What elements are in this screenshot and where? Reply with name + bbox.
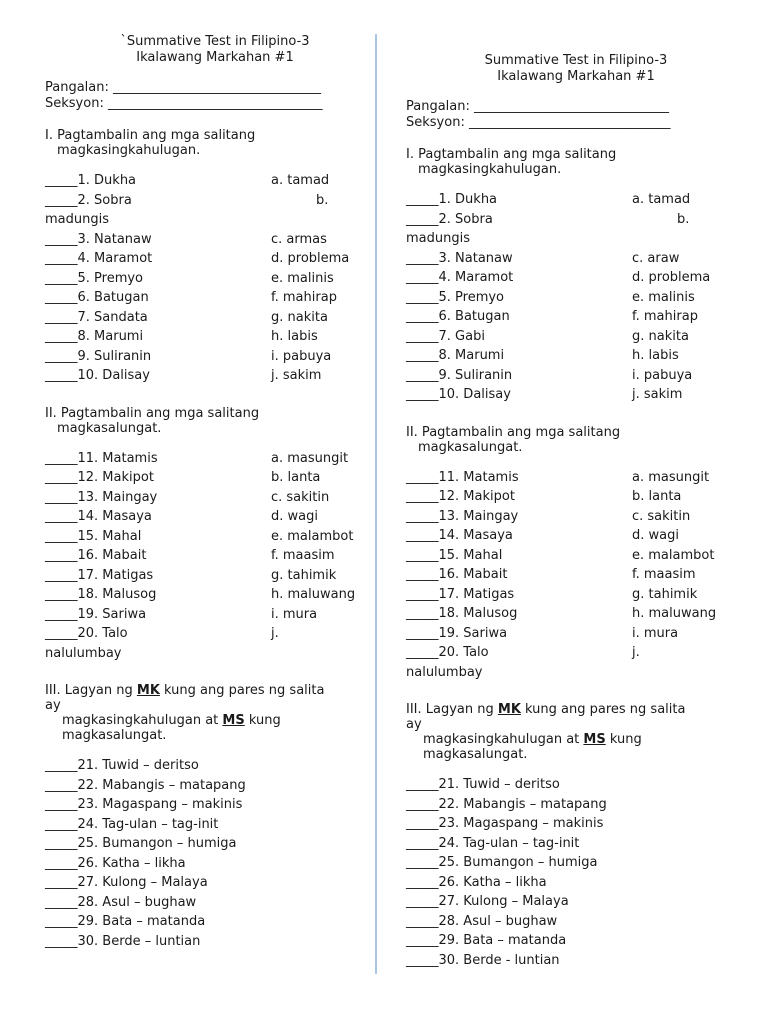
- mk-label: MK: [497, 702, 521, 717]
- part3-list: [406, 775, 746, 970]
- item-question: _____11. Matamis: [45, 450, 158, 466]
- test-column-left: [45, 34, 385, 951]
- item-answer: b. lanta: [632, 489, 682, 504]
- part3-heading-f: magkasalungat.: [423, 747, 528, 762]
- part3-heading-f: magkasalungat.: [62, 728, 167, 743]
- item-question: _____12. Makipot: [406, 489, 515, 504]
- item-answer: d. problema: [632, 270, 711, 285]
- item-question: _____17. Matigas: [45, 567, 154, 583]
- item-question: _____16. Mabait: [406, 567, 508, 582]
- matching-row: [45, 171, 385, 191]
- item-answer: f. mahirap: [632, 309, 698, 324]
- item-answer: d. wagi: [632, 528, 679, 543]
- matching-row: [45, 230, 385, 250]
- matching-row: [406, 366, 746, 386]
- item-answer: g. tahimik: [632, 586, 698, 602]
- matching-row: [406, 288, 746, 308]
- item-question: _____19. Sariwa: [406, 625, 508, 641]
- pair-item: _____30. Berde – luntian: [45, 933, 201, 949]
- item-answer: c. araw: [632, 250, 680, 266]
- pair-item: _____27. Kulong – Malaya: [406, 894, 569, 909]
- part1-heading-line2: magkasingkahulugan.: [418, 162, 562, 177]
- item-answer: i. pabuya: [271, 348, 332, 364]
- test-column-right: [406, 53, 746, 970]
- pair-item: _____29. Bata – matanda: [45, 914, 206, 929]
- item-answer: i. mura: [632, 625, 679, 641]
- item-question: _____18. Malusog: [406, 606, 518, 621]
- item-question: _____10. Dalisay: [406, 387, 511, 402]
- item-question: _____12. Makipot: [45, 470, 154, 485]
- part3-heading-d: magkasingkahulugan at: [423, 732, 584, 747]
- matching-row: [45, 488, 385, 508]
- part1-heading-line1: I. Pagtambalin ang mga salitang: [45, 128, 256, 143]
- item-question: _____3. Natanaw: [406, 250, 513, 266]
- pair-item: _____24. Tag-ulan – tag-init: [45, 816, 219, 832]
- matching-row: [45, 624, 385, 644]
- part3-heading-c: ay: [406, 717, 422, 732]
- item-answer: f. maasim: [632, 567, 696, 582]
- part3-heading-e: kung: [605, 732, 642, 747]
- matching-row: [45, 191, 385, 211]
- item-question: _____15. Mahal: [45, 528, 142, 544]
- item-question: _____15. Mahal: [406, 547, 503, 563]
- matching-row: [406, 565, 746, 585]
- item-question: _____19. Sariwa: [45, 606, 147, 622]
- item-answer: j.: [271, 626, 279, 641]
- item-answer: j.: [632, 645, 640, 660]
- part3-heading-a: III. Lagyan ng: [45, 683, 137, 698]
- part2-list: [406, 468, 746, 683]
- test-title: [45, 34, 385, 66]
- matching-row: [45, 605, 385, 625]
- matching-row: [45, 210, 385, 230]
- item-question: madungis: [406, 231, 470, 246]
- matching-row: [45, 288, 385, 308]
- part2-heading-line2: magkasalungat.: [418, 439, 523, 455]
- item-answer: a. masungit: [271, 450, 349, 466]
- ms-label: MS: [222, 713, 245, 728]
- section-field: Seksyon: _________________________________: [45, 96, 323, 111]
- matching-row: [406, 210, 746, 230]
- part2-heading: [45, 406, 385, 436]
- section-field: Seksyon: _______________________________: [406, 115, 671, 130]
- item-answer: e. malinis: [632, 289, 695, 305]
- item-answer: e. malambot: [271, 528, 354, 544]
- part3-heading-b: kung ang pares ng salita: [520, 702, 686, 717]
- item-answer: g. tahimik: [271, 567, 337, 583]
- matching-row: [45, 546, 385, 566]
- item-question: _____9. Suliranin: [45, 348, 152, 364]
- item-question: _____8. Marumi: [45, 329, 144, 344]
- item-answer: b.: [316, 192, 329, 208]
- matching-row: [406, 526, 746, 546]
- matching-row: [406, 604, 746, 624]
- part1-heading: [406, 147, 746, 177]
- matching-row: [406, 346, 746, 366]
- item-question: _____14. Masaya: [406, 528, 513, 543]
- item-answer: h. labis: [632, 348, 679, 363]
- test-title: [406, 53, 746, 85]
- pair-item: _____28. Asul – bughaw: [406, 913, 558, 929]
- matching-row: [45, 585, 385, 605]
- matching-row: [45, 449, 385, 469]
- item-question: _____7. Sandata: [45, 309, 148, 325]
- pair-item: _____30. Berde - luntian: [406, 952, 560, 968]
- item-question: _____16. Mabait: [45, 548, 147, 563]
- matching-row: [406, 268, 746, 288]
- item-question: _____1. Dukha: [45, 173, 137, 188]
- matching-row: [406, 663, 746, 683]
- item-question: nalulumbay: [45, 645, 122, 661]
- pair-item: _____24. Tag-ulan – tag-init: [406, 835, 580, 851]
- title-line-2: Ikalawang Markahan #1: [497, 69, 655, 84]
- matching-row: [45, 366, 385, 386]
- pair-item: _____26. Katha – likha: [45, 855, 186, 871]
- item-answer: e. malambot: [632, 547, 715, 563]
- matching-row: [406, 487, 746, 507]
- part3-list: [45, 756, 385, 951]
- item-answer: h. maluwang: [271, 587, 356, 602]
- pair-item: _____27. Kulong – Malaya: [45, 875, 208, 890]
- item-question: _____11. Matamis: [406, 469, 519, 485]
- matching-row: [45, 269, 385, 289]
- part3-heading-e: kung: [244, 713, 281, 728]
- item-question: _____4. Maramot: [406, 270, 514, 285]
- item-answer: i. pabuya: [632, 367, 693, 383]
- part3-heading-a: III. Lagyan ng: [406, 702, 498, 717]
- pair-item: _____29. Bata – matanda: [406, 933, 567, 948]
- matching-row: [45, 308, 385, 328]
- item-question: _____1. Dukha: [406, 192, 498, 207]
- part2-heading-line1: II. Pagtambalin ang mga salitang: [45, 405, 260, 421]
- pair-item: _____21. Tuwid – deritso: [45, 758, 199, 773]
- matching-row: [45, 507, 385, 527]
- matching-row: [406, 468, 746, 488]
- item-question: madungis: [45, 212, 109, 227]
- item-answer: c. sakitin: [271, 489, 330, 505]
- ms-label: MS: [583, 732, 606, 747]
- item-answer: h. maluwang: [632, 606, 717, 621]
- matching-row: [406, 385, 746, 405]
- pair-item: _____22. Mabangis – matapang: [406, 796, 607, 812]
- item-answer: j. sakim: [632, 387, 683, 402]
- item-answer: g. nakita: [271, 309, 328, 325]
- item-answer: [271, 210, 385, 230]
- item-answer: a. tamad: [632, 192, 691, 207]
- matching-row: [406, 229, 746, 249]
- part3-heading: [45, 683, 385, 743]
- name-field: Pangalan: ________________________________: [45, 80, 322, 95]
- matching-row: [406, 327, 746, 347]
- item-question: _____2. Sobra: [45, 192, 132, 208]
- part2-heading-line2: magkasalungat.: [57, 420, 162, 436]
- title-line-1: `Summative Test in Filipino-3: [120, 34, 310, 49]
- item-question: _____6. Batugan: [45, 290, 149, 305]
- part2-list: [45, 449, 385, 664]
- item-answer: [271, 644, 385, 664]
- item-question: _____20. Talo: [45, 626, 128, 641]
- part1-heading-line2: magkasingkahulugan.: [57, 143, 201, 158]
- part2-heading: [406, 425, 746, 455]
- item-answer: c. armas: [271, 231, 327, 247]
- item-answer: j. sakim: [271, 368, 322, 383]
- pair-item: _____23. Magaspang – makinis: [406, 816, 604, 831]
- item-answer: d. problema: [271, 251, 350, 266]
- item-question: _____9. Suliranin: [406, 367, 513, 383]
- pair-item: _____25. Bumangon – humiga: [45, 836, 237, 851]
- item-answer: h. labis: [271, 329, 318, 344]
- item-answer: a. tamad: [271, 173, 330, 188]
- matching-row: [406, 585, 746, 605]
- part3-heading-b: kung ang pares ng salita: [159, 683, 325, 698]
- matching-row: [45, 249, 385, 269]
- item-answer: f. maasim: [271, 548, 335, 563]
- part2-heading-line1: II. Pagtambalin ang mga salitang: [406, 424, 621, 440]
- pair-item: _____23. Magaspang – makinis: [45, 797, 243, 812]
- matching-row: [406, 507, 746, 527]
- item-question: _____20. Talo: [406, 645, 489, 660]
- matching-row: [406, 190, 746, 210]
- item-question: _____13. Maingay: [45, 489, 158, 505]
- item-answer: a. masungit: [632, 469, 710, 485]
- mk-label: MK: [136, 683, 160, 698]
- part1-heading: [45, 128, 385, 158]
- item-question: _____4. Maramot: [45, 251, 153, 266]
- item-answer: g. nakita: [632, 328, 689, 344]
- part1-heading-line1: I. Pagtambalin ang mga salitang: [406, 147, 617, 162]
- item-question: _____5. Premyo: [45, 270, 144, 286]
- part3-heading-c: ay: [45, 698, 61, 713]
- matching-row: [45, 527, 385, 547]
- part3-heading: [406, 702, 746, 762]
- pair-item: _____25. Bumangon – humiga: [406, 855, 598, 870]
- item-answer: d. wagi: [271, 509, 318, 524]
- item-question: _____10. Dalisay: [45, 368, 150, 383]
- pair-item: _____26. Katha – likha: [406, 874, 547, 890]
- matching-row: [406, 307, 746, 327]
- part1-list: [406, 190, 746, 405]
- pair-item: _____28. Asul – bughaw: [45, 894, 197, 910]
- pair-item: _____22. Mabangis – matapang: [45, 777, 246, 793]
- title-line-2: Ikalawang Markahan #1: [136, 50, 294, 65]
- matching-row: [406, 624, 746, 644]
- pair-item: _____21. Tuwid – deritso: [406, 777, 560, 792]
- matching-row: [406, 249, 746, 269]
- item-answer: b. lanta: [271, 470, 321, 485]
- item-question: _____5. Premyo: [406, 289, 505, 305]
- item-answer: e. malinis: [271, 270, 334, 286]
- part3-heading-d: magkasingkahulugan at: [62, 713, 223, 728]
- matching-row: [406, 546, 746, 566]
- item-question: _____7. Gabi: [406, 328, 485, 344]
- item-question: _____3. Natanaw: [45, 231, 152, 247]
- item-question: _____14. Masaya: [45, 509, 152, 524]
- item-question: _____6. Batugan: [406, 309, 510, 324]
- item-question: _____17. Matigas: [406, 586, 515, 602]
- matching-row: [45, 347, 385, 367]
- item-answer: [632, 229, 746, 249]
- item-answer: f. mahirap: [271, 290, 337, 305]
- item-question: _____2. Sobra: [406, 211, 493, 227]
- item-answer: c. sakitin: [632, 508, 691, 524]
- item-question: _____8. Marumi: [406, 348, 505, 363]
- matching-row: [45, 644, 385, 664]
- name-field: Pangalan: ______________________________: [406, 99, 670, 114]
- title-line-1: Summative Test in Filipino-3: [484, 53, 668, 68]
- matching-row: [406, 643, 746, 663]
- item-answer: [632, 663, 746, 683]
- item-question: _____18. Malusog: [45, 587, 157, 602]
- part1-list: [45, 171, 385, 386]
- matching-row: [45, 468, 385, 488]
- item-question: nalulumbay: [406, 664, 483, 680]
- item-answer: b.: [677, 211, 690, 227]
- item-question: _____13. Maingay: [406, 508, 519, 524]
- item-answer: i. mura: [271, 606, 318, 622]
- matching-row: [45, 327, 385, 347]
- matching-row: [45, 566, 385, 586]
